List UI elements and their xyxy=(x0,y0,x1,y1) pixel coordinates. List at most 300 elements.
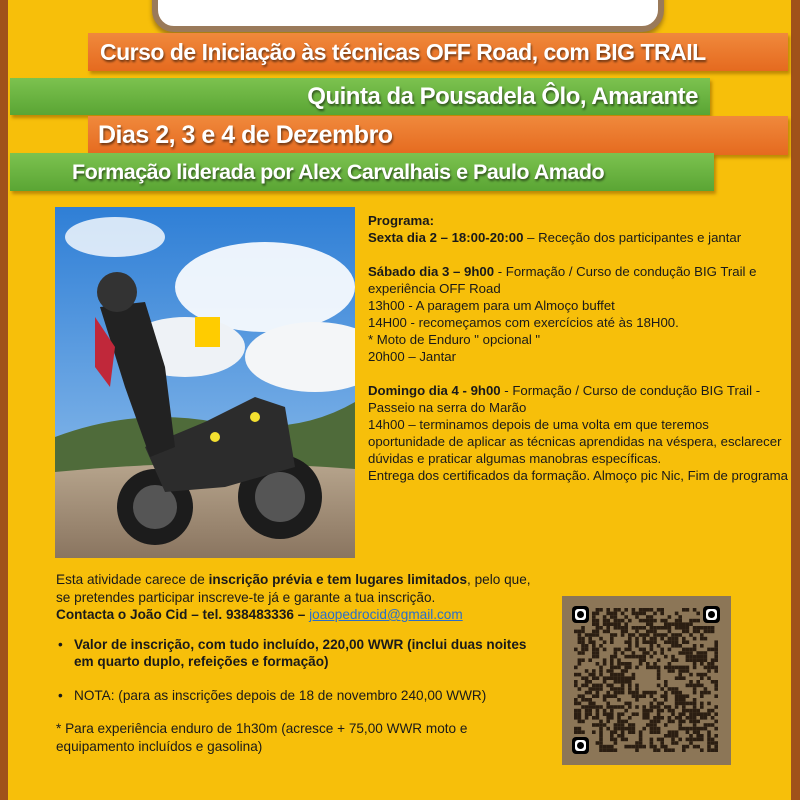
qr-module xyxy=(682,676,686,680)
qr-module xyxy=(664,694,668,698)
saturday-line: * Moto de Enduro " opcional " xyxy=(368,332,541,347)
qr-module xyxy=(675,633,679,637)
qr-module xyxy=(610,687,614,691)
qr-module xyxy=(650,622,654,626)
qr-module xyxy=(578,630,582,634)
qr-module xyxy=(639,694,643,698)
motorcycle-rider-photo xyxy=(55,207,355,558)
program-title: Programa: xyxy=(368,213,434,228)
saturday-line: 13h00 - A paragem para um Almoço buffet xyxy=(368,298,615,313)
qr-module xyxy=(621,633,625,637)
qr-module xyxy=(714,651,718,655)
qr-module xyxy=(714,640,718,644)
qr-module xyxy=(603,630,607,634)
qr-module xyxy=(664,622,668,626)
qr-module xyxy=(700,748,704,752)
qr-module xyxy=(621,680,625,684)
qr-module xyxy=(610,673,614,677)
qr-module xyxy=(689,673,693,677)
qr-module xyxy=(592,723,596,727)
qr-module xyxy=(668,709,672,713)
qr-module xyxy=(578,716,582,720)
qr-module xyxy=(650,702,654,706)
qr-module xyxy=(704,658,708,662)
qr-module xyxy=(617,723,621,727)
qr-module xyxy=(639,741,643,745)
qr-module xyxy=(664,691,668,695)
qr-module xyxy=(624,615,628,619)
qr-module xyxy=(671,640,675,644)
qr-module xyxy=(581,694,585,698)
qr-module xyxy=(588,637,592,641)
qr-module xyxy=(606,608,610,612)
qr-module xyxy=(585,705,589,709)
qr-module xyxy=(628,619,632,623)
qr-module xyxy=(628,680,632,684)
qr-module xyxy=(675,702,679,706)
qr-module xyxy=(617,622,621,626)
qr-module xyxy=(606,702,610,706)
qr-module xyxy=(610,716,614,720)
qr-module xyxy=(617,716,621,720)
qr-module xyxy=(671,633,675,637)
qr-module xyxy=(653,698,657,702)
qr-module xyxy=(628,727,632,731)
qr-module xyxy=(711,648,715,652)
qr-module xyxy=(614,691,618,695)
qr-module xyxy=(657,676,661,680)
qr-module xyxy=(614,705,618,709)
qr-module xyxy=(707,676,711,680)
qr-module xyxy=(592,669,596,673)
qr-module xyxy=(585,684,589,688)
qr-module xyxy=(624,622,628,626)
qr-module xyxy=(678,723,682,727)
qr-module xyxy=(610,633,614,637)
qr-module xyxy=(614,727,618,731)
qr-module xyxy=(603,709,607,713)
qr-module xyxy=(668,716,672,720)
qr-module xyxy=(642,694,646,698)
qr-module xyxy=(682,626,686,630)
qr-module xyxy=(632,727,636,731)
qr-module xyxy=(700,727,704,731)
qr-module xyxy=(657,608,661,612)
friday-heading: Sexta dia 2 – 18:00-20:00 xyxy=(368,230,524,245)
qr-module xyxy=(693,626,697,630)
qr-module xyxy=(614,622,618,626)
qr-module xyxy=(696,626,700,630)
qr-module xyxy=(642,619,646,623)
qr-module xyxy=(614,694,618,698)
qr-module xyxy=(606,705,610,709)
qr-module xyxy=(714,748,718,752)
qr-module xyxy=(653,630,657,634)
qr-module xyxy=(592,730,596,734)
qr-module xyxy=(671,691,675,695)
qr-module xyxy=(664,748,668,752)
qr-module xyxy=(671,622,675,626)
qr-module xyxy=(639,608,643,612)
qr-module xyxy=(628,745,632,749)
qr-module xyxy=(704,727,708,731)
qr-module xyxy=(588,712,592,716)
qr-module xyxy=(704,630,708,634)
qr-module xyxy=(668,630,672,634)
qr-module xyxy=(668,640,672,644)
qr-module xyxy=(664,633,668,637)
qr-module xyxy=(610,712,614,716)
qr-module xyxy=(614,676,618,680)
qr-module xyxy=(624,738,628,742)
qr-module xyxy=(603,745,607,749)
qr-module xyxy=(664,684,668,688)
qr-module xyxy=(635,687,639,691)
qr-module xyxy=(678,712,682,716)
qr-module xyxy=(682,720,686,724)
qr-module xyxy=(585,698,589,702)
qr-module xyxy=(714,720,718,724)
qr-module xyxy=(707,712,711,716)
qr-module xyxy=(578,694,582,698)
qr-module xyxy=(646,622,650,626)
qr-module xyxy=(628,644,632,648)
qr-module xyxy=(714,644,718,648)
qr-module xyxy=(711,716,715,720)
qr-module xyxy=(696,680,700,684)
qr-module xyxy=(610,684,614,688)
qr-module xyxy=(596,648,600,652)
qr-module xyxy=(693,608,697,612)
qr-module xyxy=(592,648,596,652)
qr-module xyxy=(574,630,578,634)
qr-module xyxy=(657,727,661,731)
registration-intro xyxy=(56,571,536,606)
qr-module xyxy=(578,720,582,724)
qr-module xyxy=(668,720,672,724)
qr-module xyxy=(707,630,711,634)
qr-module xyxy=(581,626,585,630)
qr-module xyxy=(581,720,585,724)
qr-module xyxy=(650,637,654,641)
qr-module xyxy=(592,619,596,623)
qr-module xyxy=(686,658,690,662)
qr-module xyxy=(578,658,582,662)
qr-module xyxy=(639,626,643,630)
qr-module xyxy=(682,745,686,749)
qr-module xyxy=(707,648,711,652)
qr-module xyxy=(642,655,646,659)
qr-module xyxy=(632,655,636,659)
qr-module xyxy=(628,655,632,659)
qr-module xyxy=(711,662,715,666)
program-friday xyxy=(368,229,788,246)
qr-module xyxy=(578,640,582,644)
qr-module xyxy=(581,698,585,702)
qr-module xyxy=(707,738,711,742)
qr-module xyxy=(574,684,578,688)
email-link[interactable]: joaopedrocid@gmail.com xyxy=(309,607,463,622)
qr-module xyxy=(693,691,697,695)
qr-module xyxy=(653,637,657,641)
qr-module xyxy=(606,694,610,698)
qr-module xyxy=(624,669,628,673)
qr-module xyxy=(660,651,664,655)
qr-module xyxy=(599,608,603,612)
qr-module xyxy=(686,626,690,630)
qr-module xyxy=(628,730,632,734)
qr-module xyxy=(714,669,718,673)
qr-module xyxy=(606,720,610,724)
qr-module xyxy=(574,648,578,652)
qr-module xyxy=(682,698,686,702)
qr-module xyxy=(700,738,704,742)
qr-module xyxy=(632,612,636,616)
qr-module xyxy=(689,702,693,706)
qr-module xyxy=(642,640,646,644)
qr-module xyxy=(707,748,711,752)
qr-module xyxy=(678,716,682,720)
qr-module xyxy=(585,716,589,720)
qr-module xyxy=(585,712,589,716)
qr-module xyxy=(686,738,690,742)
qr-module xyxy=(596,716,600,720)
qr-module xyxy=(596,619,600,623)
qr-module xyxy=(621,705,625,709)
qr-module xyxy=(657,644,661,648)
program-section xyxy=(368,212,788,501)
poster-frame-left xyxy=(0,0,8,800)
qr-module xyxy=(581,651,585,655)
qr-module xyxy=(653,612,657,616)
qr-module xyxy=(632,730,636,734)
qr-module xyxy=(686,709,690,713)
qr-module xyxy=(635,698,639,702)
qr-module xyxy=(653,666,657,670)
qr-module xyxy=(621,723,625,727)
qr-module xyxy=(628,723,632,727)
qr-module xyxy=(606,745,610,749)
qr-module xyxy=(592,684,596,688)
qr-module xyxy=(657,684,661,688)
qr-module xyxy=(610,694,614,698)
qr-module xyxy=(581,658,585,662)
sunday-text: - Formação / Curso de condução BIG Trail - Passeio na serra do Marão xyxy=(368,383,761,415)
qr-module xyxy=(610,666,614,670)
qr-module xyxy=(678,615,682,619)
qr-module xyxy=(585,648,589,652)
qr-module xyxy=(592,716,596,720)
qr-module xyxy=(585,709,589,713)
qr-module xyxy=(624,666,628,670)
qr-module xyxy=(650,619,654,623)
qr-module xyxy=(617,691,621,695)
qr-module xyxy=(642,612,646,616)
qr-module xyxy=(693,648,697,652)
qr-module xyxy=(660,702,664,706)
qr-module xyxy=(700,676,704,680)
qr-module xyxy=(689,658,693,662)
qr-module xyxy=(599,720,603,724)
qr-code-icon xyxy=(562,596,731,765)
qr-module xyxy=(650,630,654,634)
qr-module xyxy=(678,702,682,706)
qr-module xyxy=(704,712,708,716)
qr-module xyxy=(714,666,718,670)
qr-module xyxy=(624,709,628,713)
qr-module xyxy=(596,662,600,666)
qr-module xyxy=(632,676,636,680)
qr-module xyxy=(603,648,607,652)
qr-module xyxy=(603,723,607,727)
qr-module xyxy=(660,709,664,713)
qr-module xyxy=(693,684,697,688)
qr-module xyxy=(635,640,639,644)
qr-module xyxy=(711,723,715,727)
qr-module xyxy=(646,712,650,716)
qr-module xyxy=(624,702,628,706)
qr-module xyxy=(599,637,603,641)
qr-module xyxy=(599,741,603,745)
qr-module xyxy=(614,619,618,623)
qr-module xyxy=(675,676,679,680)
qr-module xyxy=(671,637,675,641)
qr-module xyxy=(646,716,650,720)
qr-module xyxy=(585,676,589,680)
qr-module xyxy=(596,687,600,691)
qr-module xyxy=(632,712,636,716)
qr-module xyxy=(671,741,675,745)
qr-module xyxy=(614,738,618,742)
qr-module xyxy=(675,716,679,720)
qr-module xyxy=(632,608,636,612)
qr-module xyxy=(689,741,693,745)
qr-module xyxy=(675,637,679,641)
qr-module xyxy=(700,658,704,662)
qr-module xyxy=(700,637,704,641)
qr-module xyxy=(588,680,592,684)
qr-module xyxy=(657,716,661,720)
qr-module xyxy=(675,612,679,616)
qr-module xyxy=(664,626,668,630)
qr-module xyxy=(675,644,679,648)
qr-module xyxy=(650,608,654,612)
qr-module xyxy=(624,640,628,644)
qr-module xyxy=(668,730,672,734)
qr-module xyxy=(592,655,596,659)
qr-module xyxy=(704,723,708,727)
qr-module xyxy=(624,662,628,666)
qr-module xyxy=(574,716,578,720)
qr-module xyxy=(657,730,661,734)
qr-module xyxy=(682,702,686,706)
qr-module xyxy=(635,705,639,709)
qr-module xyxy=(650,655,654,659)
qr-module xyxy=(686,694,690,698)
qr-module xyxy=(592,633,596,637)
qr-module xyxy=(599,745,603,749)
qr-module xyxy=(628,687,632,691)
qr-module xyxy=(646,608,650,612)
qr-module xyxy=(610,705,614,709)
qr-module xyxy=(700,702,704,706)
qr-module xyxy=(707,626,711,630)
qr-module xyxy=(574,712,578,716)
qr-module xyxy=(650,741,654,745)
qr-module xyxy=(596,709,600,713)
qr-module xyxy=(689,727,693,731)
qr-module xyxy=(678,698,682,702)
qr-module xyxy=(682,694,686,698)
qr-module xyxy=(635,694,639,698)
qr-module xyxy=(668,705,672,709)
qr-module xyxy=(635,748,639,752)
qr-module xyxy=(657,658,661,662)
qr-module xyxy=(617,676,621,680)
qr-module xyxy=(660,738,664,742)
qr-module xyxy=(606,684,610,688)
qr-module xyxy=(704,666,708,670)
qr-module xyxy=(628,637,632,641)
qr-module xyxy=(606,622,610,626)
qr-module xyxy=(682,637,686,641)
qr-module xyxy=(646,666,650,670)
qr-module xyxy=(650,694,654,698)
qr-module xyxy=(621,630,625,634)
qr-module xyxy=(660,637,664,641)
qr-module xyxy=(599,669,603,673)
qr-module xyxy=(614,741,618,745)
qr-module xyxy=(614,680,618,684)
qr-module xyxy=(696,673,700,677)
qr-module xyxy=(675,741,679,745)
qr-module xyxy=(581,684,585,688)
enduro-note: * Para experiência enduro de 1h30m (acresce + 75,00 WWR moto e equipamento incluídos e gasolina) xyxy=(56,721,468,754)
qr-module xyxy=(614,673,618,677)
qr-module xyxy=(621,662,625,666)
qr-module xyxy=(714,712,718,716)
qr-module xyxy=(693,730,697,734)
sunday-line: 14h00 – terminamos depois de uma volta em que teremos oportunidade de aplicar as técnicas aprendidas na véspera, esclarecer dúvidas e praticar algumas manobras específicas. xyxy=(368,417,782,466)
qr-module xyxy=(664,640,668,644)
qr-module xyxy=(592,644,596,648)
qr-module xyxy=(675,694,679,698)
qr-module xyxy=(596,655,600,659)
qr-module xyxy=(693,644,697,648)
qr-module xyxy=(628,648,632,652)
qr-module xyxy=(686,640,690,644)
qr-module xyxy=(693,619,697,623)
qr-module xyxy=(588,673,592,677)
qr-module xyxy=(711,658,715,662)
qr-module xyxy=(581,730,585,734)
qr-module xyxy=(603,680,607,684)
qr-module xyxy=(671,644,675,648)
qr-module xyxy=(624,626,628,630)
qr-module xyxy=(682,712,686,716)
qr-module xyxy=(704,691,708,695)
qr-module xyxy=(678,666,682,670)
qr-module xyxy=(700,694,704,698)
qr-module xyxy=(596,705,600,709)
qr-module xyxy=(675,691,679,695)
qr-module xyxy=(682,640,686,644)
qr-module xyxy=(693,662,697,666)
qr-module xyxy=(668,687,672,691)
qr-module xyxy=(704,687,708,691)
qr-module xyxy=(635,644,639,648)
qr-module xyxy=(686,648,690,652)
